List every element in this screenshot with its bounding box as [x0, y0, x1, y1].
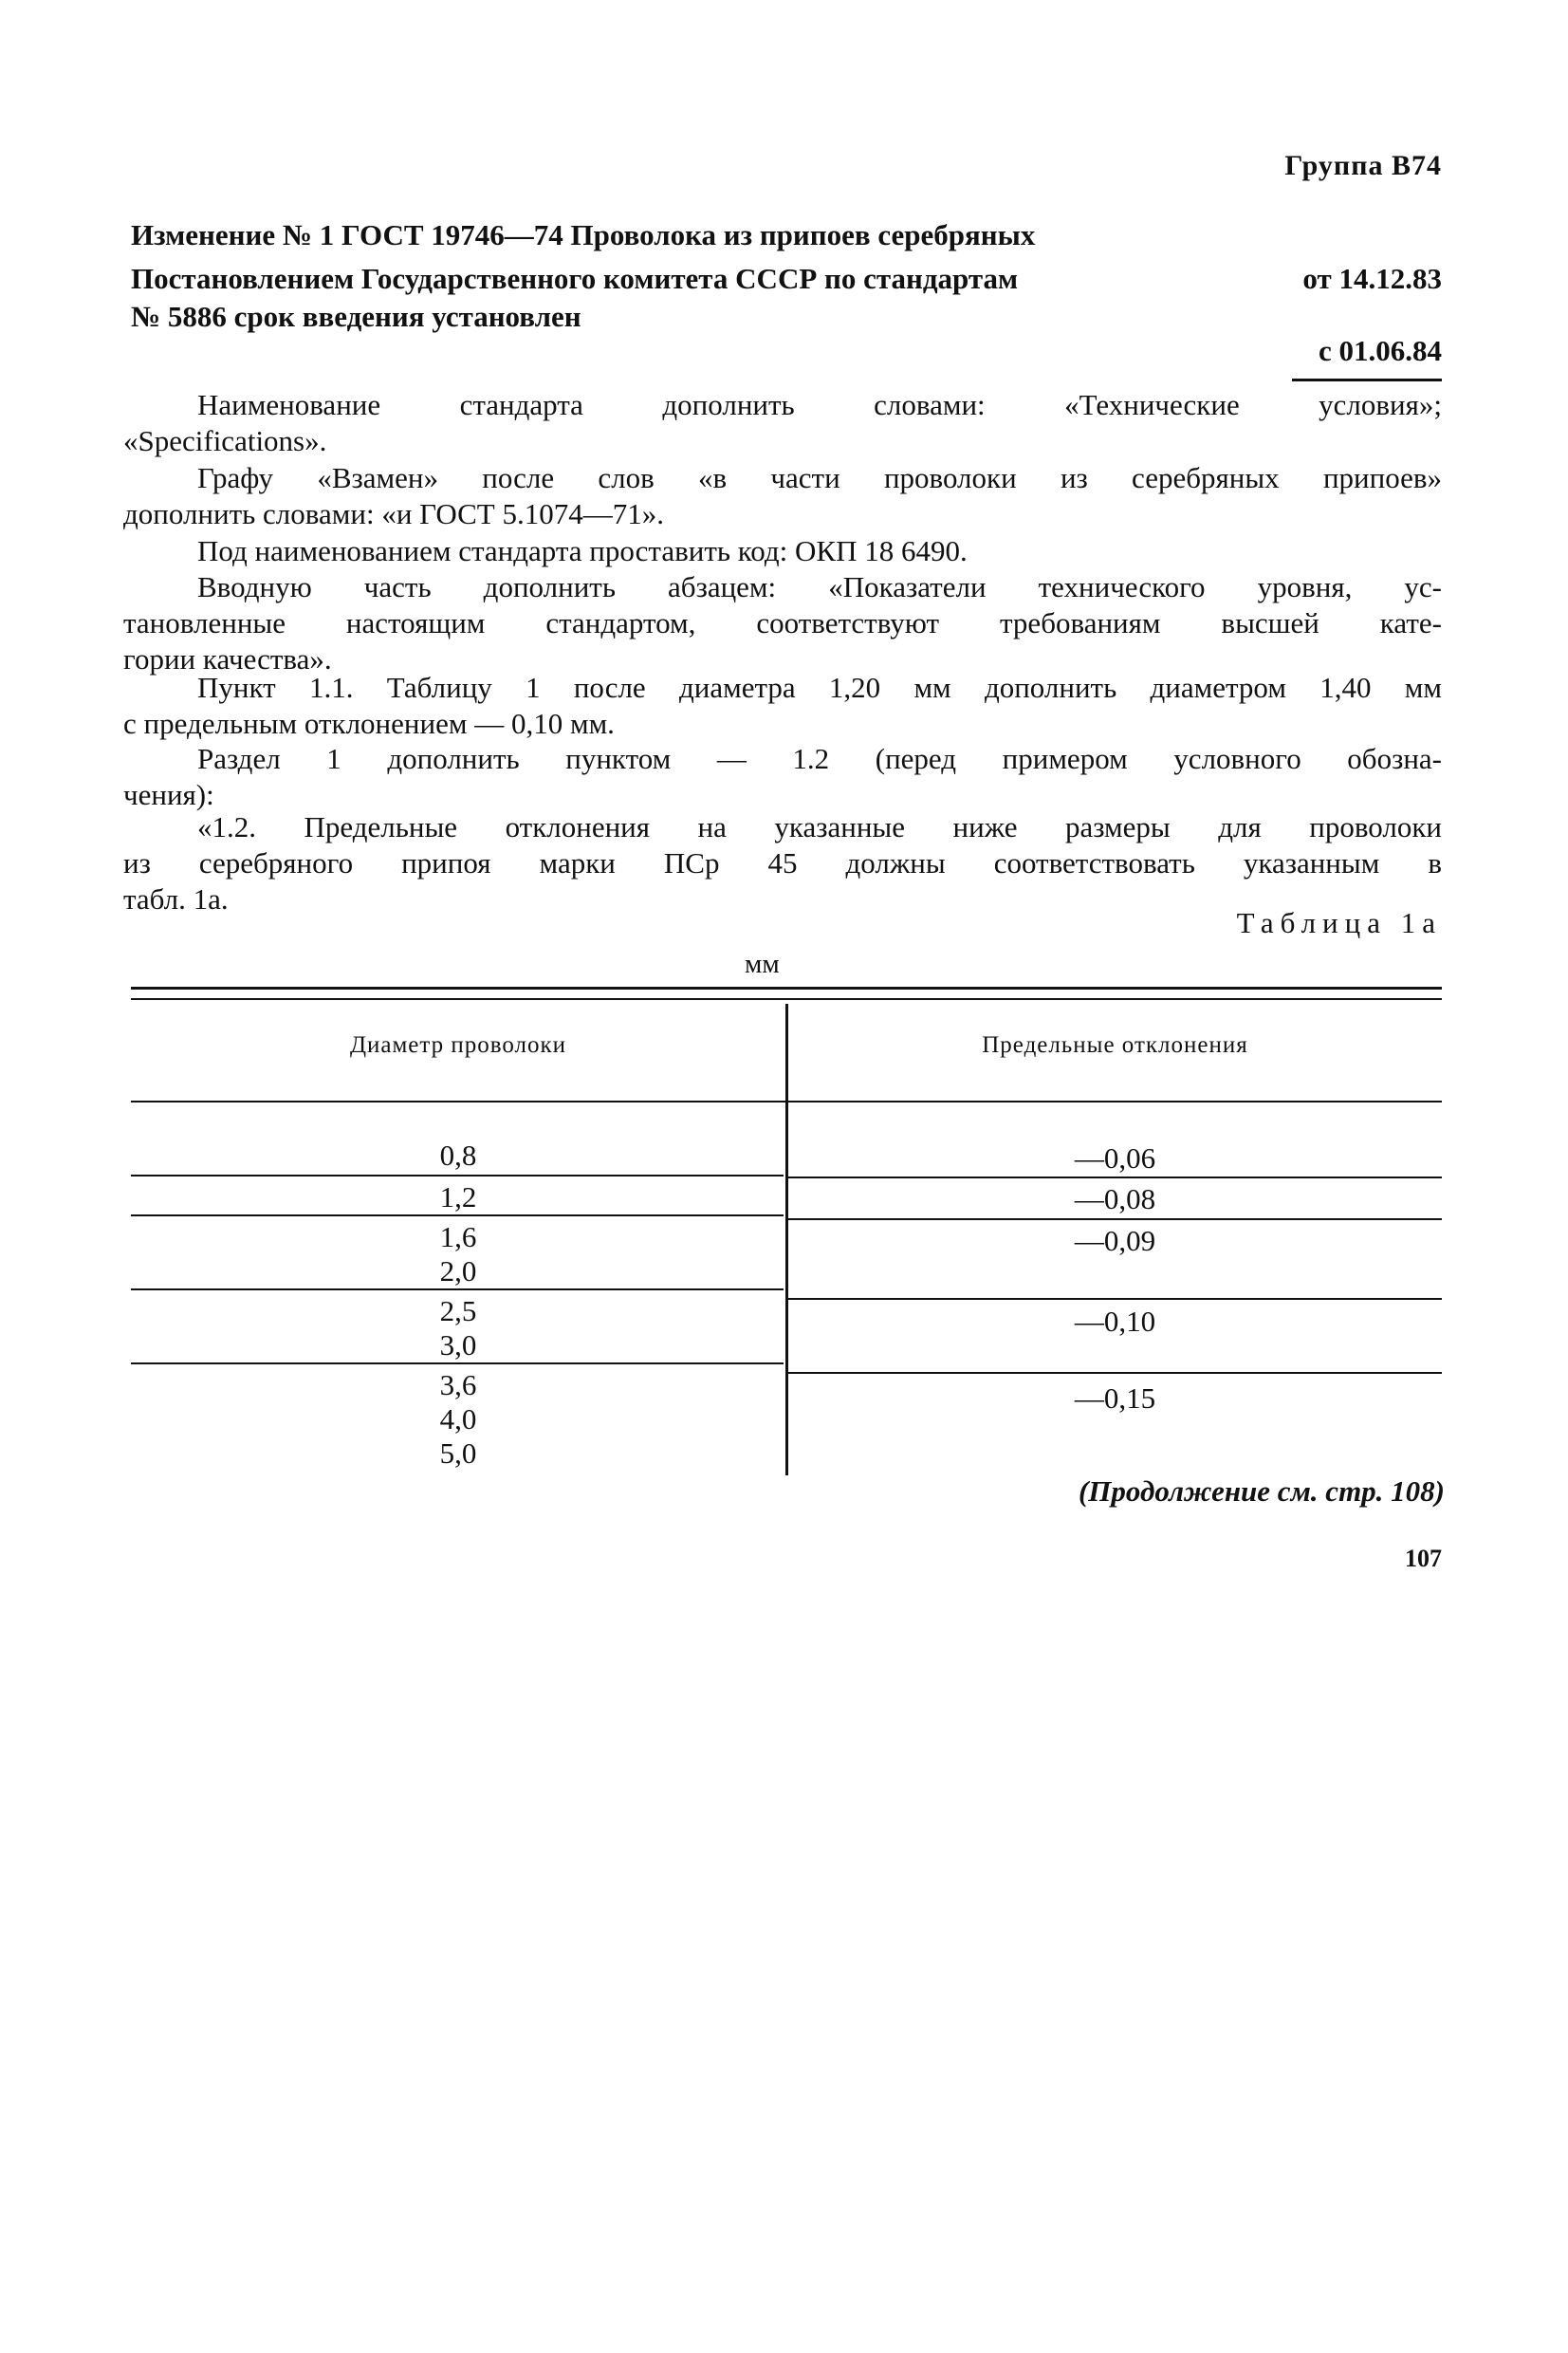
column-header-diameter: Диаметр проволоки: [349, 1032, 567, 1058]
diameter-value: 4,0: [439, 1402, 477, 1436]
diameter-cell: [131, 1180, 785, 1214]
amendment-body: [123, 387, 1442, 918]
paragraph-line: Пункт 1.1. Таблицу 1 после диаметра 1,20 мм дополнить диаметром 1,40 мм: [197, 671, 1442, 704]
paragraph-line: из серебряного припоя марки ПСр 45 должны соответствовать указанным в: [123, 846, 1442, 880]
row-rule: [788, 1298, 1442, 1300]
row-rule: [788, 1218, 1442, 1220]
deviation-cell: —0,15: [1074, 1381, 1156, 1415]
paragraph-line: дополнить словами: «и ГОСТ 5.1074—71».: [123, 497, 664, 530]
row-rule: [131, 1288, 784, 1290]
effective-date-underline: [1292, 379, 1442, 381]
table-top-rule-2: [131, 998, 1442, 1000]
group-label: Группа В74: [1284, 150, 1442, 181]
row-rule: [788, 1372, 1442, 1374]
paragraph-1: [123, 387, 1442, 459]
diameter-value: 1,6: [439, 1220, 477, 1253]
table-top-rule: [131, 987, 1442, 990]
paragraph-line: Графу «Взамен» после слов «в части проволоки из серебряных припоев»: [197, 461, 1442, 494]
paragraph-4: [123, 569, 1442, 677]
effective-date: с 01.06.84: [1318, 334, 1442, 367]
resolution-line: [131, 262, 1442, 296]
row-rule: [788, 1176, 1442, 1178]
continuation-note: (Продолжение см. стр. 108): [1078, 1474, 1445, 1508]
diameter-cell: [131, 1220, 785, 1288]
deviation-cell: —0,10: [1074, 1305, 1156, 1338]
paragraph-line: тановленные настоящим стандартом, соответствуют требованиям высшей кате-: [123, 606, 1442, 639]
page-number: 107: [1405, 1545, 1442, 1572]
paragraph-line: с предельным отклонением — 0,10 мм.: [123, 707, 615, 740]
diameter-cell: [131, 1294, 785, 1362]
resolution-number: № 5886 срок введения установлен: [131, 300, 581, 333]
column-header-deviation: Предельные отклонения: [982, 1032, 1248, 1058]
paragraph-5: [123, 670, 1442, 742]
paragraph-line: гории качества».: [123, 642, 332, 676]
diameter-value: 1,2: [439, 1180, 477, 1214]
paragraph-line: Под наименованием стандарта проставить код: ОКП 18 6490.: [197, 534, 968, 567]
paragraph-7: [123, 809, 1442, 917]
resolution-text: Постановлением Государственного комитета СССР по стандартам: [131, 262, 1019, 295]
paragraph-3: [123, 533, 1442, 569]
paragraph-line: Наименование стандарта дополнить словами: «Технические условия»;: [197, 388, 1442, 421]
paragraph-6: [123, 741, 1442, 813]
table-unit: мм: [745, 949, 780, 979]
resolution-date: от 14.12.83: [1302, 262, 1442, 295]
row-rule: [131, 1362, 784, 1364]
paragraph-2: [123, 460, 1442, 532]
diameter-value: 2,0: [439, 1254, 477, 1288]
amendment-title: Изменение № 1 ГОСТ 19746—74 Проволока из припоев серебряных: [131, 218, 1036, 251]
diameter-cell: [131, 1139, 785, 1173]
paragraph-line: «Specifications».: [123, 424, 327, 457]
diameter-value: 3,6: [439, 1368, 477, 1401]
deviation-cell: —0,09: [1074, 1224, 1156, 1257]
row-rule: [131, 1214, 784, 1216]
diameter-cell: [131, 1368, 785, 1471]
table-caption: Таблица 1а: [1236, 906, 1442, 939]
paragraph-line: табл. 1а.: [123, 882, 229, 916]
diameter-value: 5,0: [439, 1436, 477, 1470]
diameter-value: 2,5: [439, 1294, 477, 1327]
paragraph-line: чения):: [123, 778, 214, 811]
paragraph-line: Вводную часть дополнить абзацем: «Показатели технического уровня, ус-: [197, 570, 1442, 603]
deviation-cell: —0,08: [1074, 1182, 1156, 1215]
paragraph-line: Раздел 1 дополнить пунктом — 1.2 (перед примером условного обозна-: [197, 742, 1442, 775]
deviation-cell: —0,06: [1074, 1141, 1156, 1175]
diameter-value: 0,8: [439, 1139, 477, 1172]
paragraph-line: «1.2. Предельные отклонения на указанные ниже размеры для проволоки: [197, 810, 1442, 843]
diameter-value: 3,0: [439, 1328, 477, 1362]
row-rule: [131, 1175, 784, 1176]
